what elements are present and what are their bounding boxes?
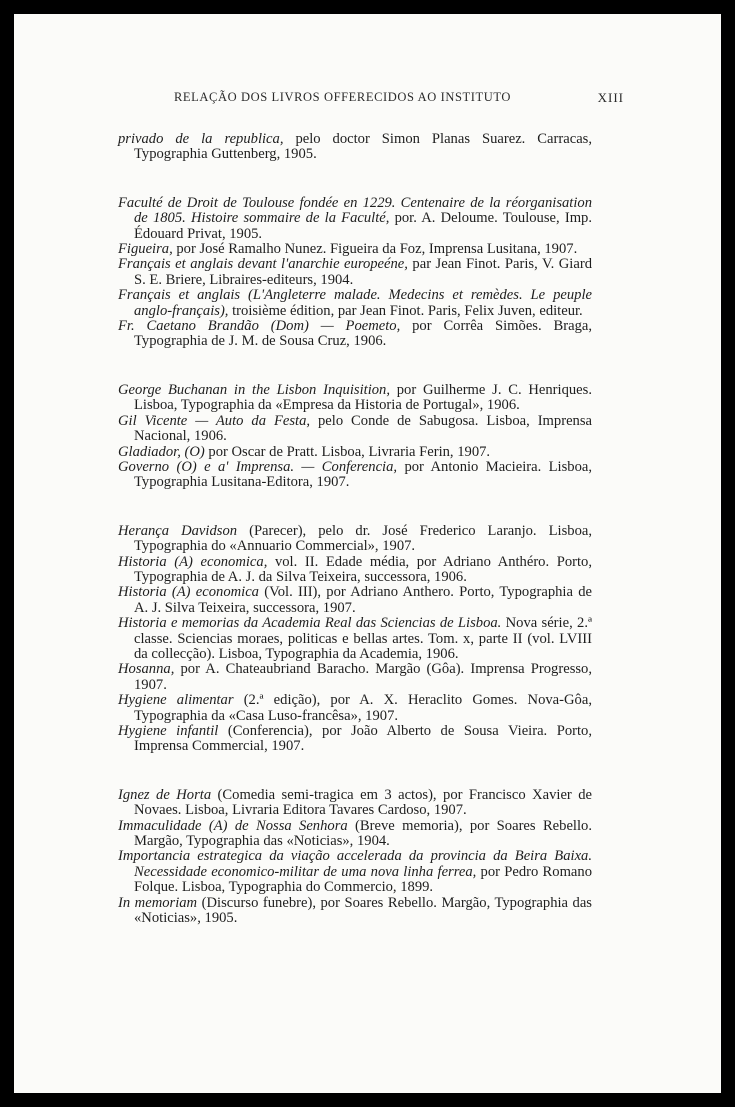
running-title: RELAÇÃO DOS LIVROS OFFERECIDOS AO INSTITUTO bbox=[174, 90, 512, 104]
entry-title: Historia (A) economica, bbox=[118, 553, 268, 570]
entry-title: Gil Vicente — Auto da Festa, bbox=[118, 412, 311, 429]
entry-title: Ignez de Horta bbox=[118, 786, 212, 803]
bibliography-entry bbox=[118, 724, 592, 755]
entry-title: George Buchanan in the Lisbon Inquisition, bbox=[118, 381, 390, 398]
bibliography-entry bbox=[118, 196, 592, 242]
bibliography-entry bbox=[118, 662, 592, 693]
entry-group bbox=[118, 524, 592, 755]
bibliography-entry bbox=[118, 288, 592, 319]
entry-title: Hygiene alimentar bbox=[118, 692, 234, 709]
entry-details: pelo doctor Simon Planas Suarez. Carracas, Typographia Guttenberg, 1905. bbox=[134, 131, 592, 163]
entry-details: (Comedia semi-tragica em 3 actos), por Francisco Xavier de Novaes. Lisboa, Livraria Editora Tavares Cardoso, 1907. bbox=[134, 786, 592, 819]
entry-details: Nova série, 2.ª classe. Sciencias moraes, politicas e bellas artes. Tom. x, parte II (vol. LVIII da collecção). Lisboa, Typographia da Academia, 1906. bbox=[134, 615, 592, 662]
bibliography-entry bbox=[118, 383, 592, 414]
entry-title: Figueira, bbox=[118, 241, 173, 258]
entry-details: (Discurso funebre), por Soares Rebello. Margão, Typographia das «Noticias», 1905. bbox=[134, 894, 592, 927]
entry-title: Faculté de Droit de Toulouse fondée en 1229. Centenaire de la réorganisation de 1805. Histoire sommaire de la Faculté, bbox=[118, 194, 592, 227]
entry-details: par Jean Finot. Paris, V. Giard S. E. Briere, Libraires-editeurs, 1904. bbox=[134, 256, 592, 288]
entry-details: (2.ª edição), por A. X. Heraclito Gomes. Nova-Gôa, Typographia da «Casa Luso-francêsa», 1907. bbox=[134, 692, 592, 724]
entry-details: por. A. Deloume. Toulouse, Imp. Édouard Privat, 1905. bbox=[134, 210, 592, 242]
bibliography-entry bbox=[118, 788, 592, 819]
entry-group bbox=[118, 788, 592, 927]
entry-title: Historia e memorias da Academia Real das Sciencias de Lisboa. bbox=[118, 615, 502, 632]
bibliography-entry bbox=[118, 819, 592, 850]
entry-title: privado de la republica, bbox=[118, 131, 284, 147]
running-head bbox=[174, 90, 624, 106]
page-number: XIII bbox=[597, 90, 624, 105]
bibliography-entry bbox=[118, 242, 592, 257]
entry-title: Immaculidade (A) de Nossa Senhora bbox=[118, 817, 348, 834]
entry-details: por Antonio Macieira. Lisboa, Typographia Lusitana-Editora, 1907. bbox=[134, 458, 592, 491]
entry-details: troisième édition, par Jean Finot. Paris, Felix Juven, editeur. bbox=[228, 302, 583, 319]
entry-title: Importancia estrategica da viação accelerada da provincia da Beira Baixa. Necessidade economico-militar de uma nova linha ferrea, bbox=[118, 848, 592, 880]
entry-details: por Corrêa Simões. Braga, Typographia de J. M. de Sousa Cruz, 1906. bbox=[134, 318, 592, 350]
entry-details: por A. Chateaubriand Baracho. Margão (Gôa). Imprensa Progresso, 1907. bbox=[134, 661, 592, 693]
bibliography-entry bbox=[118, 896, 592, 927]
entry-details: (Vol. III), por Adriano Anthero. Porto, Typographia de A. J. Silva Teixeira, successora, 1907. bbox=[134, 584, 592, 616]
bibliography-entry bbox=[118, 257, 592, 288]
entry-title: Français et anglais devant l'anarchie europeéne, bbox=[118, 256, 408, 273]
entry-details: pelo Conde de Sabugosa. Lisboa, Imprensa Nacional, 1906. bbox=[134, 412, 593, 445]
entry-details: vol. II. Edade média, por Adriano Anthéro. Porto, Typographia de A. J. da Silva Teixeira, successora, 1906. bbox=[134, 553, 593, 585]
bibliography-entry bbox=[118, 524, 592, 555]
entry-title: Fr. Caetano Brandão (Dom) — Poemeto, bbox=[118, 318, 401, 335]
bibliography-entry bbox=[118, 555, 592, 586]
bibliography-entry bbox=[118, 693, 592, 724]
bibliography-list bbox=[118, 132, 592, 959]
entry-title: Governo (O) e a' Imprensa. — Conferencia, bbox=[118, 458, 398, 475]
entry-group bbox=[118, 132, 592, 163]
entry-title: Hosanna, bbox=[118, 661, 175, 678]
entry-group bbox=[118, 383, 592, 491]
entry-details: por Pedro Romano Folque. Lisboa, Typographia do Commercio, 1899. bbox=[134, 863, 592, 896]
entry-title: Hygiene infantil bbox=[118, 723, 219, 739]
entry-title: In memoriam bbox=[118, 894, 198, 911]
bibliography-entry bbox=[118, 849, 592, 895]
bibliography-entry bbox=[118, 616, 592, 662]
bibliography-entry bbox=[118, 414, 592, 445]
entry-title: Français et anglais (L'Angleterre malade. Medecins et remèdes. Le peuple anglo-français), bbox=[118, 287, 592, 319]
entry-details: por Guilherme J. C. Henriques. Lisboa, Typographia da «Empresa da Historia de Portugal», 1906. bbox=[134, 381, 592, 414]
entry-title: Herança Davidson bbox=[118, 522, 238, 539]
entry-details: (Conferencia), por João Alberto de Sousa Vieira. Porto, Imprensa Commercial, 1907. bbox=[134, 723, 592, 755]
bibliography-entry bbox=[118, 132, 592, 163]
entry-group bbox=[118, 196, 592, 350]
entry-details: por José Ramalho Nunez. Figueira da Foz, Imprensa Lusitana, 1907. bbox=[172, 241, 578, 258]
bibliography-entry bbox=[118, 460, 592, 491]
entry-details: (Parecer), pelo dr. José Frederico Laranjo. Lisboa, Typographia do «Annuario Commercial», 1907. bbox=[134, 522, 592, 555]
bibliography-entry bbox=[118, 585, 592, 616]
bibliography-entry bbox=[118, 319, 592, 350]
entry-details: (Breve memoria), por Soares Rebello. Margão, Typographia das «Noticias», 1904. bbox=[134, 817, 592, 850]
bibliography-entry bbox=[118, 445, 592, 460]
entry-title: Gladiador, (O) bbox=[118, 443, 205, 460]
entry-details: por Oscar de Pratt. Lisboa, Livraria Ferin, 1907. bbox=[204, 443, 491, 460]
entry-title: Historia (A) economica bbox=[118, 584, 259, 601]
